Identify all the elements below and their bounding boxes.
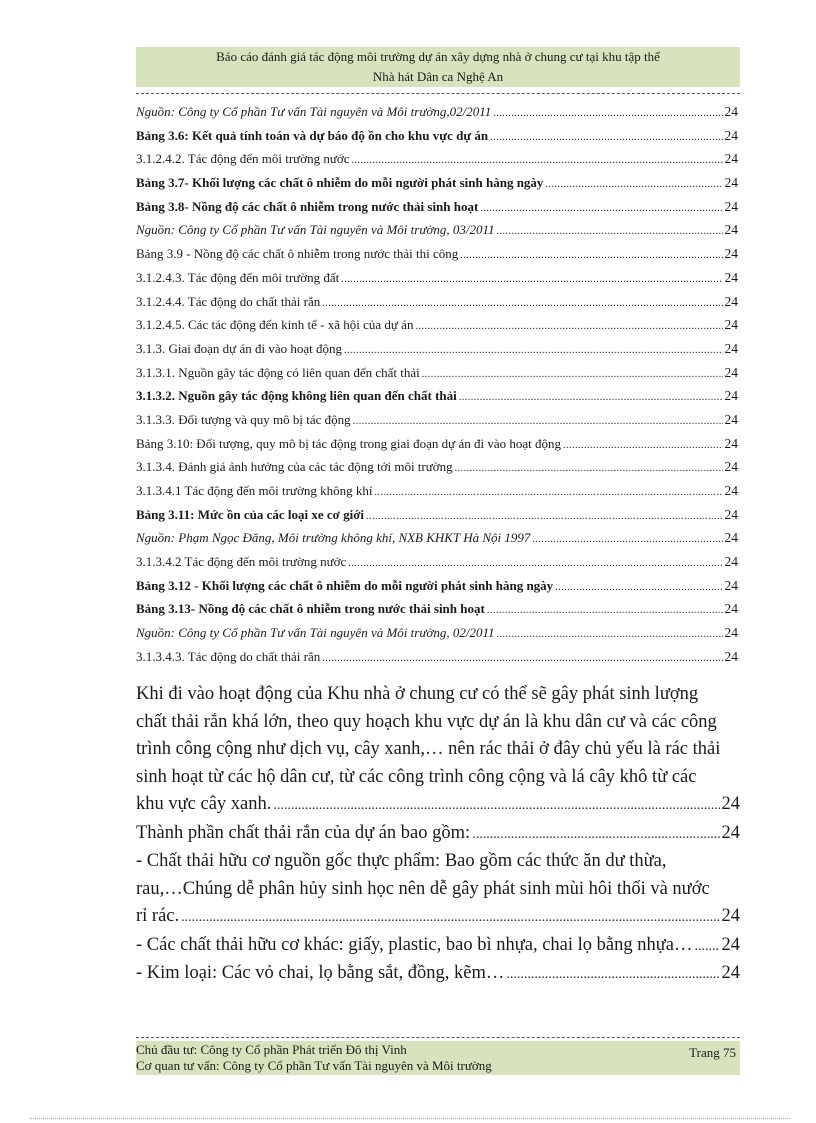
toc-entry[interactable] — [136, 128, 738, 152]
toc-entry[interactable] — [136, 412, 738, 436]
toc-page-number: 24 — [724, 506, 738, 522]
dot-leader — [322, 298, 722, 309]
toc-page-number: 24 — [724, 554, 738, 570]
paragraph-line: - Chất thải hữu cơ nguồn gốc thực phẩm: Bao gồm các thức ăn dư thừa, — [136, 851, 667, 871]
toc-entry-text: 3.1.2.4.3. Tác động đến môi trường đất — [136, 269, 340, 285]
toc-entry-text: Bảng 3.7- Khối lượng các chất ô nhiễm do mỗi người phát sinh hàng ngày — [136, 175, 544, 191]
dot-leader — [352, 155, 723, 166]
toc-entry-text: khu vực cây xanh. — [136, 794, 272, 814]
toc-page-number: 24 — [724, 577, 738, 593]
dot-leader — [460, 250, 722, 261]
dot-leader — [422, 369, 723, 380]
dot-leader — [181, 904, 719, 932]
toc-page-number: 24 — [721, 822, 740, 843]
toc-page-number: 24 — [724, 625, 738, 641]
toc-page-number: 24 — [724, 317, 738, 333]
dot-leader — [532, 534, 722, 545]
dot-leader — [472, 821, 719, 849]
paragraph-line: chất thải rắn khá lớn, theo quy hoạch khu vực dự án là khu dân cư và các công — [136, 711, 717, 732]
toc-entry[interactable] — [136, 270, 738, 294]
toc-page-number: 24 — [724, 293, 738, 309]
dot-leader — [322, 653, 722, 664]
toc-entry-text: Nguồn: Phạm Ngọc Đăng, Môi trường không khí, NXB KHKT Hà Nội 1997 — [136, 530, 531, 546]
toc-entry-text: 3.1.3.3. Đối tượng và quy mô bị tác động — [136, 411, 351, 427]
toc-entry-large[interactable] — [136, 960, 740, 989]
toc-page-number: 24 — [724, 104, 738, 119]
dot-leader — [506, 961, 719, 989]
toc-page-number: 24 — [724, 648, 738, 664]
toc-page-number: 24 — [724, 530, 738, 546]
footer-consultant: Cơ quan tư vấn: Công ty Cổ phần Tư vấn Tài nguyên và Môi trường — [136, 1058, 492, 1073]
toc-entry[interactable] — [136, 530, 738, 554]
toc-entry[interactable] — [136, 246, 738, 270]
header-title-line-1: Báo cáo đánh giá tác động môi trường dự án xây dựng nhà ở chung cư tại khu tập thể — [216, 49, 660, 64]
toc-page-number: 24 — [724, 127, 738, 143]
table-of-contents — [136, 104, 738, 673]
toc-entry-text: 3.1.3.4. Đánh giá ảnh hưởng của các tác động tới môi trường — [136, 459, 453, 475]
toc-page-number: 24 — [721, 963, 740, 983]
toc-entry-text: 3.1.3.4.1 Tác động đến môi trường không khí — [136, 483, 373, 498]
dot-leader — [344, 345, 723, 356]
footer-investor: Chủ đầu tư: Công ty Cổ phần Phát triển Đô thị Vinh — [136, 1042, 407, 1057]
toc-entry-text: Bảng 3.6: Kết quả tính toán và dự báo độ ồn cho khu vực dự án — [136, 127, 489, 143]
toc-entry[interactable] — [136, 365, 738, 389]
toc-entry-large[interactable] — [136, 903, 740, 932]
toc-entry-text: - Kim loại: Các vỏ chai, lọ bằng sắt, đồng, kẽm… — [136, 963, 505, 983]
dot-leader — [497, 226, 723, 237]
dot-leader — [490, 132, 722, 143]
toc-entry[interactable] — [136, 625, 738, 649]
toc-entry-large[interactable] — [136, 791, 740, 820]
toc-entry[interactable] — [136, 317, 738, 341]
header-title-line-2: Nhà hát Dân ca Nghệ An — [372, 69, 504, 84]
toc-page-number: 24 — [721, 934, 740, 955]
toc-entry-text: Bảng 3.9 - Nồng độ các chất ô nhiễm trong nước thải thi công — [136, 246, 459, 262]
paragraph-line: sinh hoạt từ các hộ dân cư, từ các công trình công cộng và lá cây khô từ các — [136, 766, 697, 787]
dot-leader — [563, 440, 723, 451]
toc-entry[interactable] — [136, 104, 738, 128]
toc-page-number: 24 — [721, 906, 740, 926]
dot-leader — [415, 321, 722, 332]
toc-entry[interactable] — [136, 388, 738, 412]
toc-entry-text: Bảng 3.13- Nồng độ các chất ô nhiễm trong nước thải sinh hoạt — [136, 601, 485, 617]
toc-entry-text: Bảng 3.10: Đối tượng, quy mô bị tác động trong giai đoạn dự án đi vào hoạt động — [136, 435, 561, 451]
dot-leader — [348, 558, 722, 569]
dot-leader — [455, 463, 723, 474]
toc-entry-text: Nguồn: Công ty Cổ phần Tư vấn Tài nguyên và Môi trường, 03/2011 — [136, 222, 495, 238]
dot-leader — [480, 203, 722, 214]
paragraph-line: rau,…Chúng dễ phân hủy sinh học nên dễ gây phát sinh mùi hôi thối và nước — [136, 878, 710, 899]
toc-entry[interactable] — [136, 649, 738, 673]
dot-leader — [555, 582, 722, 593]
toc-page-number: 24 — [724, 175, 738, 191]
toc-page-number: 24 — [724, 435, 738, 451]
toc-page-number: 24 — [724, 198, 738, 214]
toc-page-number: 24 — [724, 151, 738, 167]
header-divider — [136, 93, 740, 94]
toc-entry[interactable] — [136, 483, 738, 507]
toc-entry-text: 3.1.3.1. Nguồn gây tác động có liên quan đến chất thải — [136, 364, 420, 380]
toc-entry[interactable] — [136, 222, 738, 246]
dot-leader — [459, 392, 723, 403]
toc-entry[interactable] — [136, 294, 738, 318]
toc-entry-large[interactable] — [136, 820, 740, 849]
toc-entry-text: Bảng 3.12 - Khối lượng các chất ô nhiễm do mỗi người phát sinh hàng ngày — [136, 577, 554, 593]
toc-page-number: 24 — [724, 388, 738, 404]
dot-leader — [497, 629, 723, 640]
page-bottom-border — [30, 1118, 790, 1119]
dot-leader — [353, 416, 723, 427]
page-footer — [136, 1041, 740, 1075]
dot-leader — [273, 792, 719, 820]
paragraph-line: trình công cộng như dịch vụ, cây xanh,… nên rác thải ở đây chủ yếu là rác thải — [136, 739, 721, 759]
toc-entry[interactable] — [136, 151, 738, 175]
toc-entry-text: 3.1.2.4.5. Các tác động đến kinh tế - xã hội của dự án — [136, 317, 414, 333]
toc-page-number: 24 — [724, 340, 738, 356]
dot-leader — [341, 274, 722, 285]
toc-page-number: 24 — [724, 411, 738, 427]
dot-leader — [366, 511, 722, 522]
body-text — [136, 681, 740, 989]
toc-entry-text: 3.1.2.4.2. Tác động đến môi trường nước — [136, 151, 350, 167]
page-number: Trang 75 — [689, 1045, 736, 1060]
toc-entry[interactable] — [136, 554, 738, 578]
footer-divider — [136, 1037, 740, 1038]
dot-leader — [374, 487, 722, 498]
toc-entry-text: 3.1.3.4.2 Tác động đến môi trường nước — [136, 554, 347, 570]
toc-entry-text: Thành phần chất thải rắn của dự án bao gồm: — [136, 822, 471, 843]
toc-entry-text: 3.1.3. Giai đoạn dự án đi vào hoạt động — [136, 340, 342, 356]
toc-entry-large[interactable] — [136, 932, 740, 961]
toc-entry-text: 3.1.2.4.4. Tác động do chất thải rắn — [136, 293, 321, 309]
toc-entry-text: Bảng 3.11: Mức ồn của các loại xe cơ giới — [136, 506, 365, 522]
toc-entry[interactable] — [136, 578, 738, 602]
toc-entry[interactable] — [136, 459, 738, 483]
toc-entry[interactable] — [136, 341, 738, 365]
toc-entry-text: Nguồn: Công ty Cổ phần Tư vấn Tài nguyên và Môi trường, 02/2011 — [136, 625, 495, 641]
toc-entry-text: rỉ rác. — [136, 906, 180, 926]
toc-entry-text: Bảng 3.8- Nồng độ các chất ô nhiễm trong nước thải sinh hoạt — [136, 198, 479, 214]
toc-page-number: 24 — [724, 459, 738, 475]
toc-page-number: 24 — [724, 483, 738, 498]
toc-entry-text: 3.1.3.4.3. Tác động do chất thải rắn — [136, 648, 321, 664]
toc-page-number: 24 — [724, 364, 738, 380]
toc-entry-text: 3.1.3.2. Nguồn gây tác động không liên quan đến chất thải — [136, 388, 457, 404]
toc-entry[interactable] — [136, 507, 738, 531]
toc-entry-text: Nguồn: Công ty Cổ phần Tư vấn Tài nguyên và Môi trường,02/2011 — [136, 104, 492, 119]
toc-page-number: 24 — [724, 246, 738, 262]
toc-page-number: 24 — [724, 601, 738, 617]
dot-leader — [493, 108, 722, 119]
dot-leader — [695, 933, 720, 961]
toc-entry[interactable] — [136, 175, 738, 199]
page-header — [136, 47, 740, 87]
toc-page-number: 24 — [724, 222, 738, 238]
paragraph-line: Khi đi vào hoạt động của Khu nhà ở chung cư có thể sẽ gây phát sinh lượng — [136, 684, 699, 704]
toc-entry[interactable] — [136, 601, 738, 625]
toc-entry-text: - Các chất thải hữu cơ khác: giấy, plastic, bao bì nhựa, chai lọ bằng nhựa… — [136, 934, 693, 955]
toc-entry[interactable] — [136, 436, 738, 460]
toc-page-number: 24 — [724, 269, 738, 285]
dot-leader — [545, 179, 722, 190]
toc-entry[interactable] — [136, 199, 738, 223]
dot-leader — [487, 605, 723, 616]
toc-page-number: 24 — [721, 794, 740, 814]
